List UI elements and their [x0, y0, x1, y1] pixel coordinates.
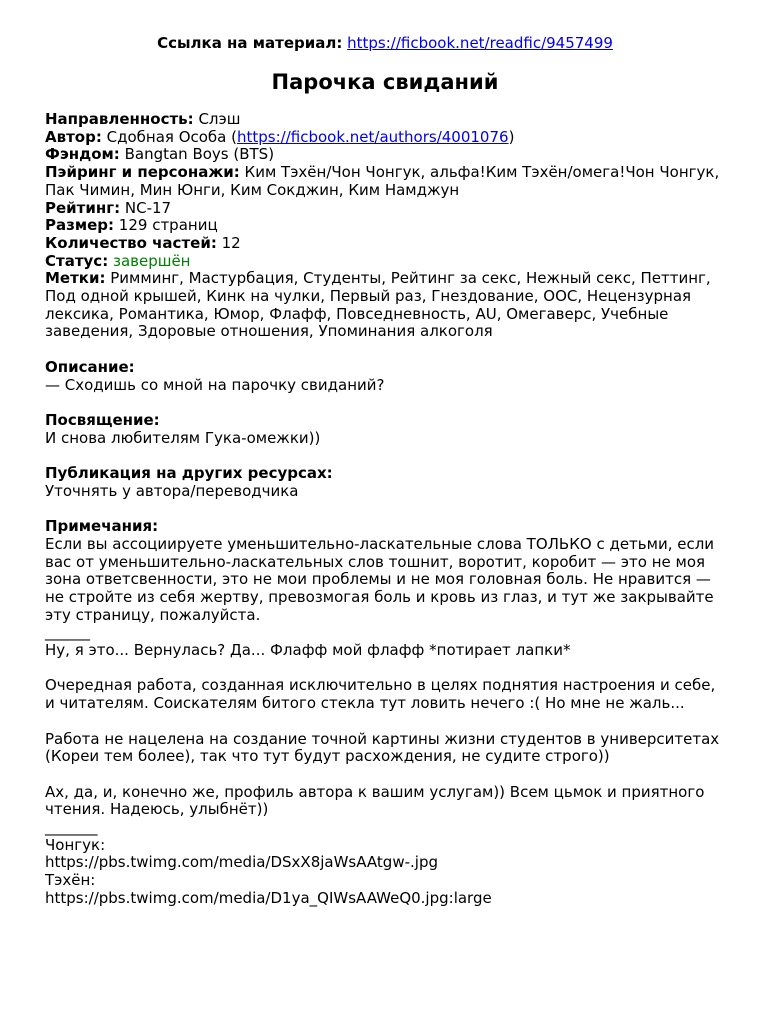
pairing-row	[45, 164, 725, 199]
publication-label: Публикация на других ресурсах:	[45, 464, 333, 483]
rating-value: NC-17	[124, 198, 172, 217]
size-label: Размер:	[45, 216, 115, 235]
pairing-value: Ким Тэхён/Чон Чонгук, альфа!Ким Тэхён/омега!Чон Чонгук, Пак Чимин, Мин Юнги, Ким Сокджин, Ким Намджун	[45, 163, 720, 199]
notes-divider-1: ______	[45, 623, 90, 642]
dedication-section	[45, 412, 725, 447]
spacer	[45, 713, 725, 731]
description-text: — Сходишь со мной на парочку свиданий?	[45, 375, 385, 394]
tags-label: Метки:	[45, 269, 106, 288]
jungkook-image-url: https://pbs.twimg.com/media/DSxX8jaWsAAtgw-.jpg	[45, 853, 438, 872]
tags-row	[45, 270, 725, 341]
author-paren-close: )	[508, 127, 515, 146]
direction-label: Направленность:	[45, 110, 194, 128]
work-metadata	[45, 111, 725, 341]
notes-section	[45, 518, 725, 907]
document-page	[45, 32, 725, 908]
publication-section	[45, 465, 725, 500]
notes-divider-2: _______	[45, 818, 98, 837]
spacer	[45, 766, 725, 784]
author-paren-open: (	[226, 127, 237, 146]
status-row	[45, 253, 725, 271]
parts-row	[45, 235, 725, 253]
size-row	[45, 217, 725, 235]
taehyung-label: Тэхён:	[45, 871, 96, 890]
fandom-label: Фэндом:	[45, 145, 120, 164]
tags-value: Римминг, Мастурбация, Студенты, Рейтинг за секс, Нежный секс, Петтинг, Под одной крышей, Кинк на чулки, Первый раз, Гнездование, ООС, Нецензурная лексика, Романтика, Юмор, Флафф, Повседневность, AU, Омегаверс, Учебные заведения, Здоровые отношения, Упоминания алкоголя	[45, 269, 711, 341]
notes-paragraph-2: Ну, я это... Вернулась? Да... Флафф мой флафф *потирает лапки*	[45, 641, 571, 660]
source-link[interactable]: https://ficbook.net/readfic/9457499	[347, 34, 613, 52]
direction-value: Слэш	[198, 110, 241, 128]
rating-row	[45, 200, 725, 218]
parts-label: Количество частей:	[45, 233, 217, 252]
fandom-value: Bangtan Boys (BTS)	[124, 145, 275, 164]
page-title: Парочка свиданий	[271, 70, 499, 94]
author-link[interactable]: https://ficbook.net/authors/4001076	[237, 127, 509, 146]
direction-row	[45, 111, 725, 129]
source-line	[45, 32, 725, 54]
dedication-label: Посвящение:	[45, 410, 160, 429]
author-name: Сдобная Особа	[106, 127, 227, 146]
notes-paragraph-3: Очередная работа, созданная исключительно в целях поднятия настроения и себе, и читателям. Соискателям битого стекла тут ловить нечего :( Но мне не жаль...	[45, 676, 716, 713]
status-label: Статус:	[45, 251, 109, 270]
size-value: 129 страниц	[118, 216, 218, 235]
description-section	[45, 359, 725, 394]
source-label: Ссылка на материал:	[157, 34, 343, 52]
parts-value: 12	[221, 233, 241, 252]
fandom-row	[45, 146, 725, 164]
rating-label: Рейтинг:	[45, 198, 121, 217]
notes-paragraph-5: Ах, да, и, конечно же, профиль автора к вашим услугам)) Всем цьмок и приятного чтения. Надеюсь, улыбнёт))	[45, 782, 705, 819]
description-label: Описание:	[45, 357, 135, 376]
author-label: Автор:	[45, 127, 102, 146]
status-value: завершён	[112, 251, 191, 270]
publication-text: Уточнять у автора/переводчика	[45, 481, 299, 500]
taehyung-image-url: https://pbs.twimg.com/media/D1ya_QIWsAAWeQ0.jpg:large	[45, 888, 492, 907]
notes-paragraph-4: Работа не нацелена на создание точной картины жизни студентов в университетах (Кореи тем более), так что тут будут расхождения, не судите строго))	[45, 729, 720, 766]
dedication-text: И снова любителям Гука-омежки))	[45, 428, 321, 447]
jungkook-label: Чонгук:	[45, 835, 106, 854]
notes-paragraph-1: Если вы ассоциируете уменьшительно-ласкательные слова ТОЛЬКО с детьми, если вас от уменьшительно-ласкательных слов тошнит, воротит, коробит — это не моя зона ответсвенности, это не мои проблемы и не моя головная боль. Не нравится — не стройте из себя жертву, превозмогая боль и кровь из глаз, и тут же закрывайте эту страницу, пожалуйста.	[45, 534, 715, 624]
pairing-label: Пэйринг и персонажи:	[45, 163, 240, 182]
spacer	[45, 660, 725, 678]
notes-label: Примечания:	[45, 517, 159, 536]
author-row	[45, 129, 725, 147]
